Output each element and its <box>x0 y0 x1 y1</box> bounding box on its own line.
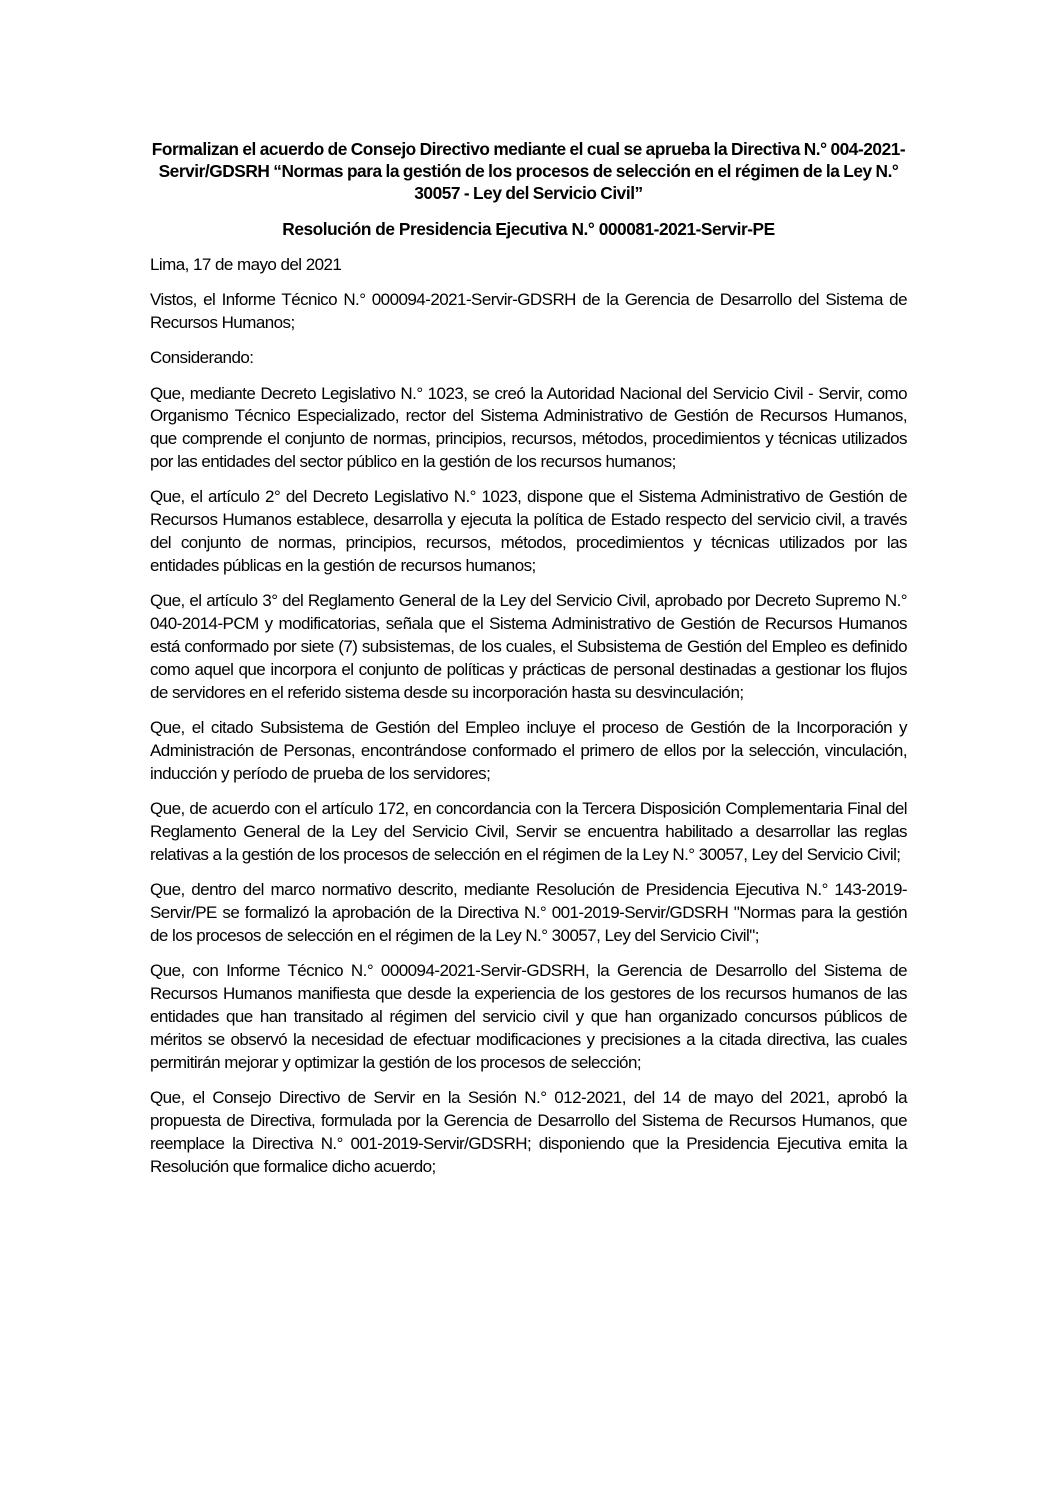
date-line: Lima, 17 de mayo del 2021 <box>150 255 342 274</box>
considerando-paragraph: Que, el artículo 3° del Reglamento General de la Ley del Servicio Civil, aprobado por Decreto Supremo N.° 040-2014-PCM y modificatorias, señala que el Sistema Administrativo de Gestión de Recursos Humanos está conformado por siete (7) subsistemas, de los cuales, el Subsistema de Gestión del Empleo es definido como aquel que incorpora el conjunto de políticas y prácticas de personal destinadas a gestionar los flujos de servidores en el referido sistema desde su incorporación hasta su desvinculación; <box>150 591 907 702</box>
considerando-paragraph: Que, el Consejo Directivo de Servir en la Sesión N.° 012-2021, del 14 de mayo del 2021, aprobó la propuesta de Directiva, formulada por la Gerencia de Desarrollo del Sistema de Recursos Humanos, que reemplace la Directiva N.° 001-2019-Servir/GDSRH; disponiendo que la Presidencia Ejecutiva emita la Resolución que formalice dicho acuerdo; <box>150 1088 907 1176</box>
considerando-paragraph: Que, dentro del marco normativo descrito, mediante Resolución de Presidencia Ejecutiva N.° 143-2019-Servir/PE se formalizó la aprobación de la Directiva N.° 001-2019-Servir/GDSRH "Normas para la gestión de los procesos de selección en el régimen de la Ley N.° 30057, Ley del Servicio Civil"; <box>150 880 907 946</box>
considerando-paragraph: Que, con Informe Técnico N.° 000094-2021-Servir-GDSRH, la Gerencia de Desarrollo del Sistema de Recursos Humanos manifiesta que desde la experiencia de los gestores de los recursos humanos de las entidades que han transitado al régimen del servicio civil y que han organizado concursos públicos de méritos se observó la necesidad de efectuar modificaciones y precisiones a la citada directiva, las cuales permitirán mejorar y optimizar la gestión de los procesos de selección; <box>150 961 907 1072</box>
considerando-heading: Considerando: <box>150 348 254 368</box>
vistos-paragraph: Vistos, el Informe Técnico N.° 000094-2021-Servir-GDSRH de la Gerencia de Desarrollo del Sistema de Recursos Humanos; <box>150 290 907 333</box>
considerando-paragraph: Que, el citado Subsistema de Gestión del Empleo incluye el proceso de Gestión de la Incorporación y Administración de Personas, encontrándose conformado el primero de ellos por la selección, vinculación, inducción y período de prueba de los servidores; <box>150 718 907 783</box>
considerando-paragraph: Que, mediante Decreto Legislativo N.° 1023, se creó la Autoridad Nacional del Servicio Civil - Servir, como Organismo Técnico Especializado, rector del Sistema Administrativo de Gestión de Recursos Humanos, que comprende el conjunto de normas, principios, recursos, métodos, procedimientos y técnicas utilizados por las entidades del sector público en la gestión de los recursos humanos; <box>150 383 907 472</box>
considerando-paragraph: Que, de acuerdo con el artículo 172, en concordancia con la Tercera Disposición Complementaria Final del Reglamento General de la Ley del Servicio Civil, Servir se encuentra habilitado a desarrollar las reglas relativas a la gestión de los procesos de selección en el régimen de la Ley N.° 30057, Ley del Servicio Civil; <box>150 799 907 865</box>
considerando-paragraph: Que, el artículo 2° del Decreto Legislativo N.° 1023, dispone que el Sistema Administrativo de Gestión de Recursos Humanos establece, desarrolla y ejecuta la política de Estado respecto del servicio civil, a través del conjunto de normas, principios, recursos, métodos, procedimientos y técnicas utilizados por las entidades públicas en la gestión de recursos humanos; <box>150 487 907 576</box>
resolution-heading: Resolución de Presidencia Ejecutiva N.° 000081-2021-Servir-PE <box>282 219 775 239</box>
document-title: Formalizan el acuerdo de Consejo Directivo mediante el cual se aprueba la Directiva N.° 004-2021-Servir/GDSRH “Normas para la gestión de los procesos de selección en el régimen de la Ley N.° 30057 - Ley del Servicio Civil” <box>151 139 906 203</box>
document-page <box>150 138 907 1191</box>
